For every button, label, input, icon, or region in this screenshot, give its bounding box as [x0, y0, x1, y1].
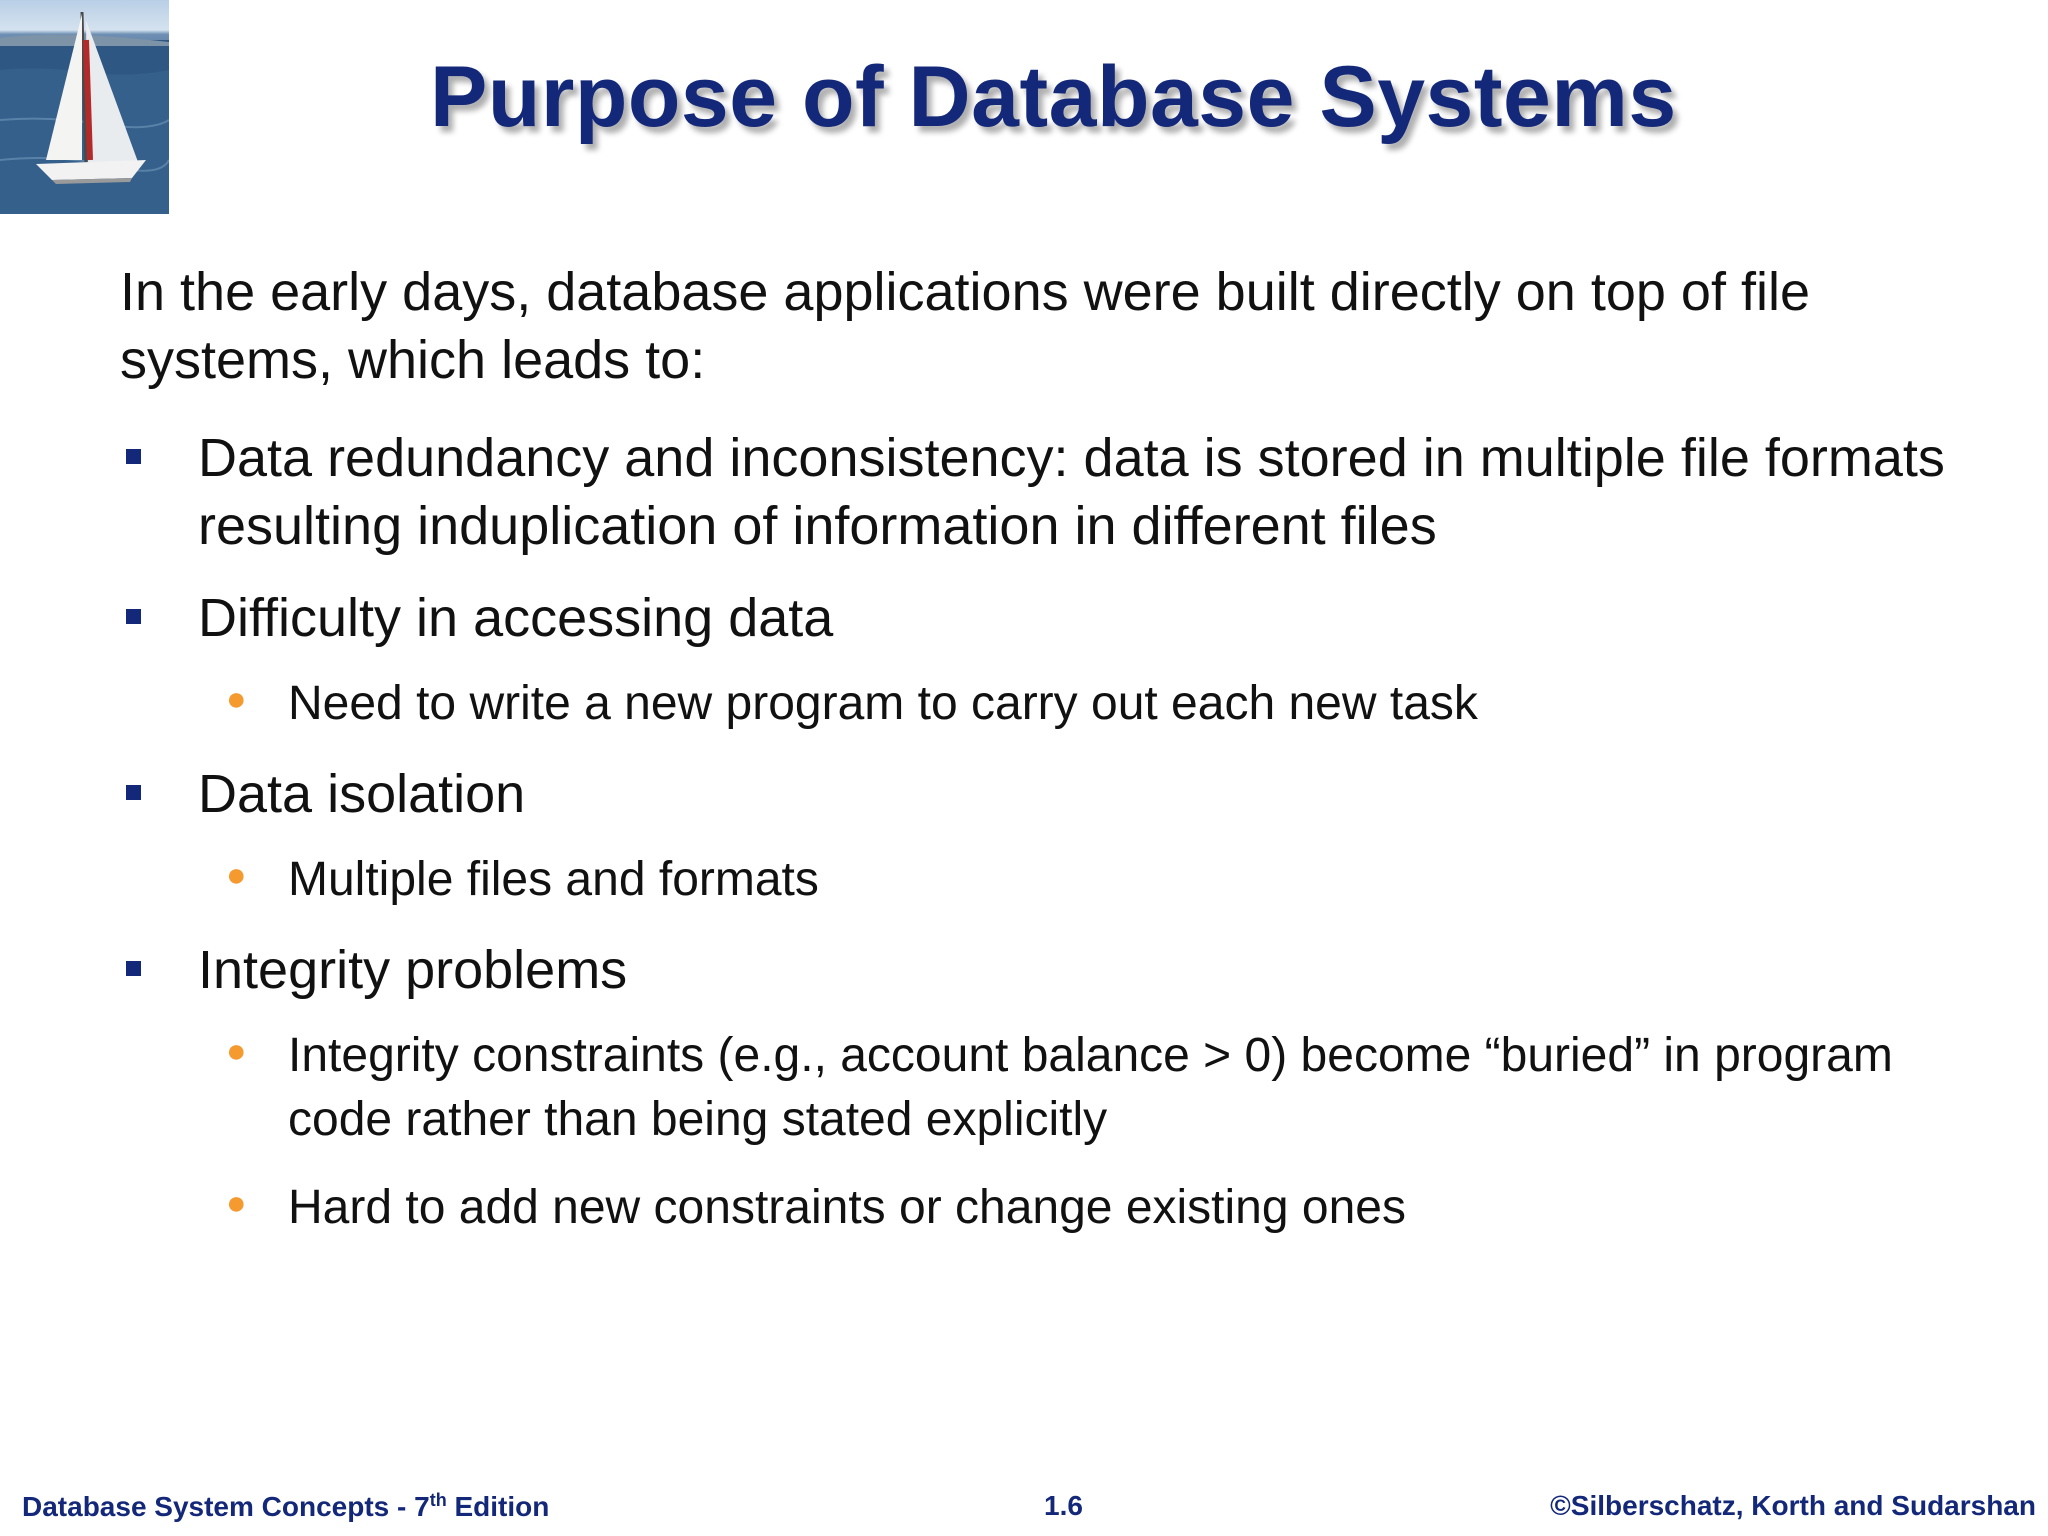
dot-bullet-icon: ● — [226, 1184, 247, 1222]
footer-copyright: ©Silberschatz, Korth and Sudarshan — [1550, 1490, 2036, 1521]
square-bullet-icon — [126, 449, 141, 464]
square-bullet-icon — [126, 961, 141, 976]
dot-bullet-icon: ● — [226, 1032, 247, 1070]
slide-footer — [0, 1490, 2048, 1530]
dot-bullet-icon: ● — [226, 680, 247, 718]
footer-book-title: Database System Concepts - 7th Edition — [22, 1490, 550, 1522]
dot-bullet-icon: ● — [226, 856, 247, 894]
sub-bullet-text: Multiple files and formats — [288, 853, 819, 906]
sub-bullet-text: Need to write a new program to carry out each new task — [288, 677, 1478, 730]
sub-bullet-text: Integrity constraints (e.g., account balance > 0) become “buried” in program code rather than being stated explicitly — [288, 1029, 1893, 1146]
square-bullet-icon — [126, 785, 141, 800]
intro-text: In the early days, database applications were built directly on top of file systems, which leads to: — [120, 262, 1810, 390]
bullet-text: Difficulty in accessing data — [198, 588, 834, 648]
slide-title: Purpose of Database Systems — [430, 49, 1677, 145]
bullet-text: Integrity problems — [198, 940, 628, 1000]
sub-bullet-text: Hard to add new constraints or change existing ones — [288, 1181, 1406, 1234]
footer-page-number: 1.6 — [1044, 1490, 1083, 1521]
bullet-text: Data redundancy and inconsistency: data is stored in multiple file formats resulting induplication of information in different files — [198, 428, 1945, 556]
bullet-text: Data isolation — [198, 764, 526, 824]
square-bullet-icon — [126, 609, 141, 624]
